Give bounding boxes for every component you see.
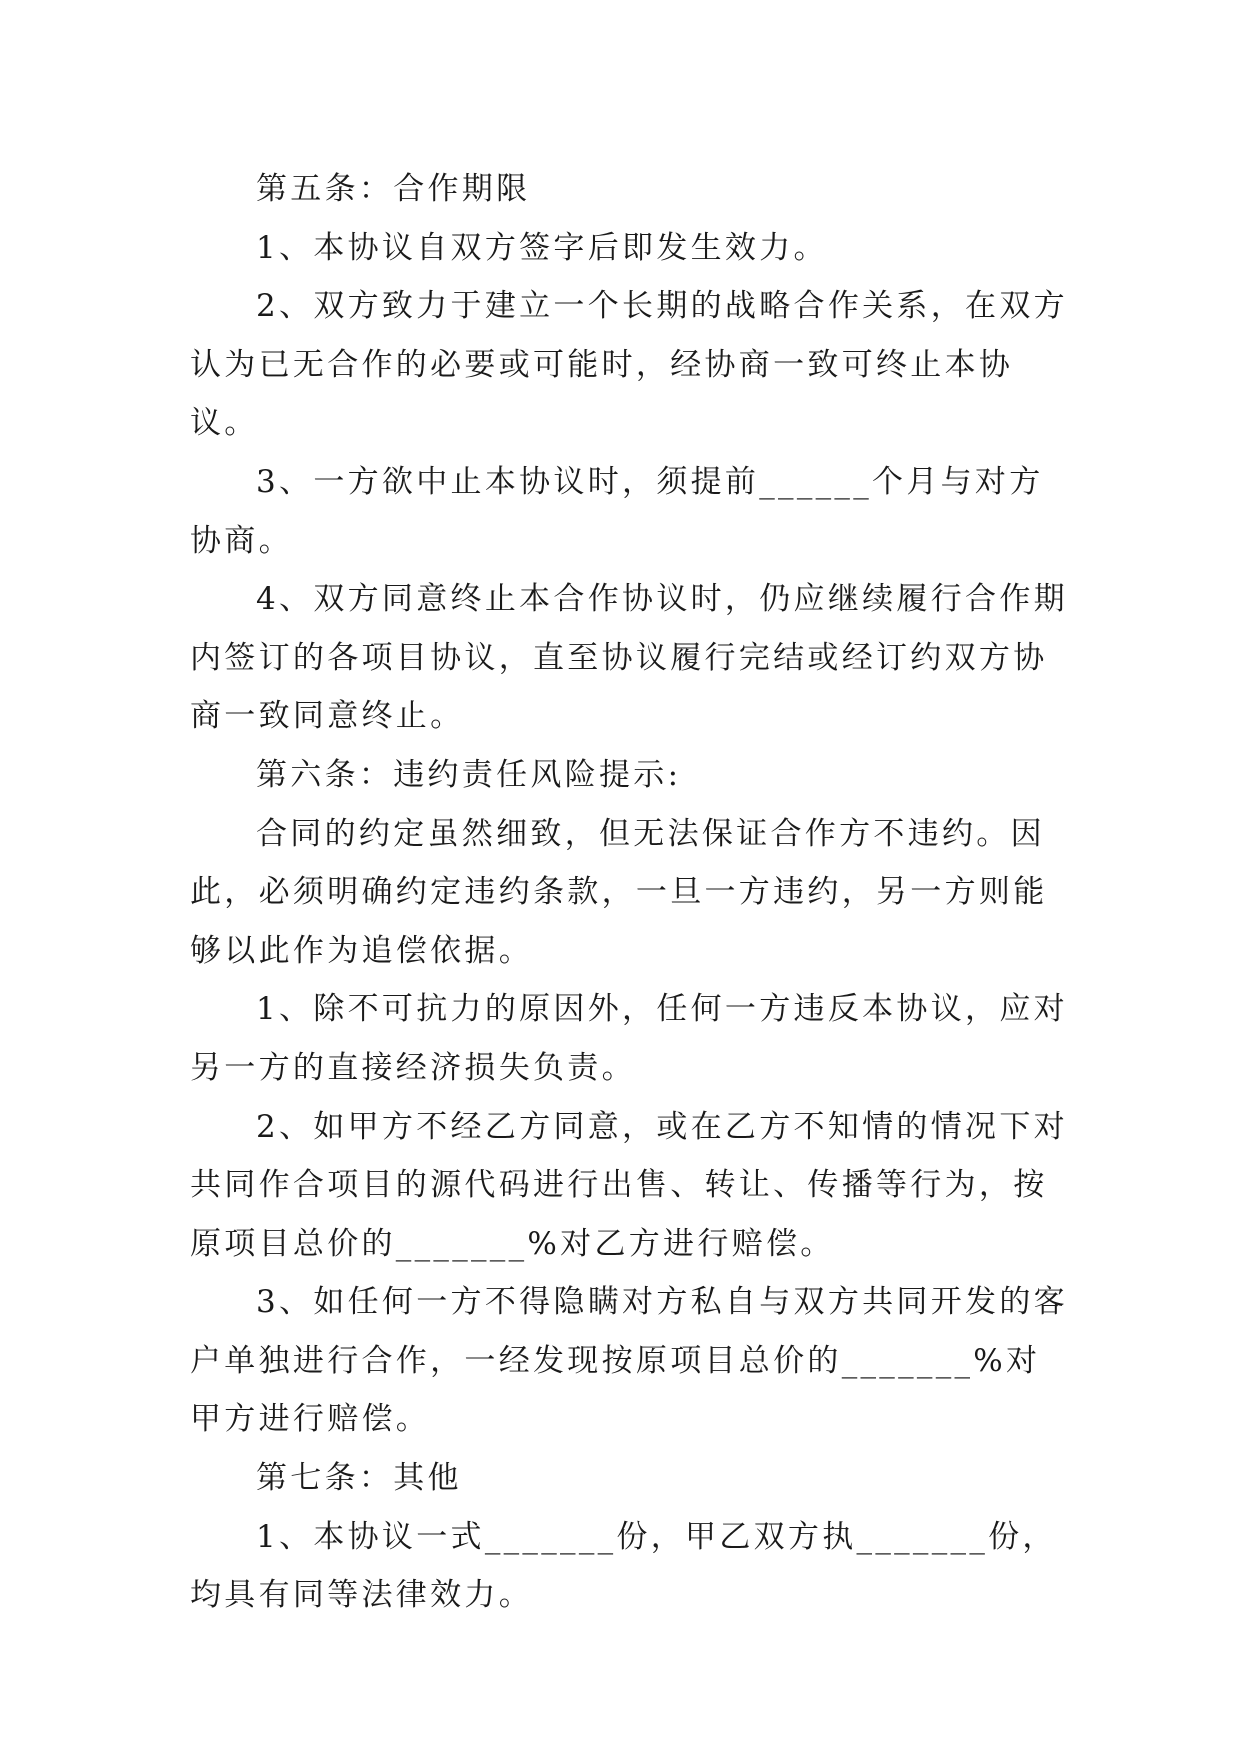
article-5-clause-1: 1、本协议自双方签字后即发生效力。	[256, 229, 828, 266]
article-6-risk-note: 合同的约定虽然细致，但无法保证合作方不违约。因此，必须明确约定违约条款，一旦一方违约，另一方则能够以此作为追偿依据。	[190, 815, 1048, 969]
article-5-clause-3: 3、一方欲中止本协议时，须提前______个月与对方协商。	[190, 463, 1044, 559]
article-6-clause-2: 2、如甲方不经乙方同意，或在乙方不知情的情况下对共同作合项目的源代码进行出售、转让、传播等行为，按原项目总价的_______%对乙方进行赔偿。	[190, 1108, 1068, 1262]
article-5-clause-2: 2、双方致力于建立一个长期的战略合作关系，在双方认为已无合作的必要或可能时，经协商一致可终止本协议。	[190, 288, 1068, 442]
article-6-clause-3: 3、如任何一方不得隐瞒对方私自与双方共同开发的客户单独进行合作，一经发现按原项目总价的_______%对甲方进行赔偿。	[190, 1284, 1068, 1438]
article-6-clause-1: 1、除不可抗力的原因外，任何一方违反本协议，应对另一方的直接经济损失负责。	[190, 991, 1068, 1086]
document-body	[190, 160, 1070, 1625]
article-5-clause-4: 4、双方同意终止本合作协议时，仍应继续履行合作期内签订的各项目协议，直至协议履行完结或经订约双方协商一致同意终止。	[190, 581, 1068, 735]
article-5-heading: 第五条：合作期限	[256, 171, 531, 207]
article-6-heading: 第六条：违约责任风险提示:	[256, 756, 682, 793]
article-7-clause-1: 1、本协议一式_______份，甲乙双方执_______份，均具有同等法律效力。	[190, 1518, 1057, 1614]
article-7-heading: 第七条：其他	[256, 1460, 462, 1497]
